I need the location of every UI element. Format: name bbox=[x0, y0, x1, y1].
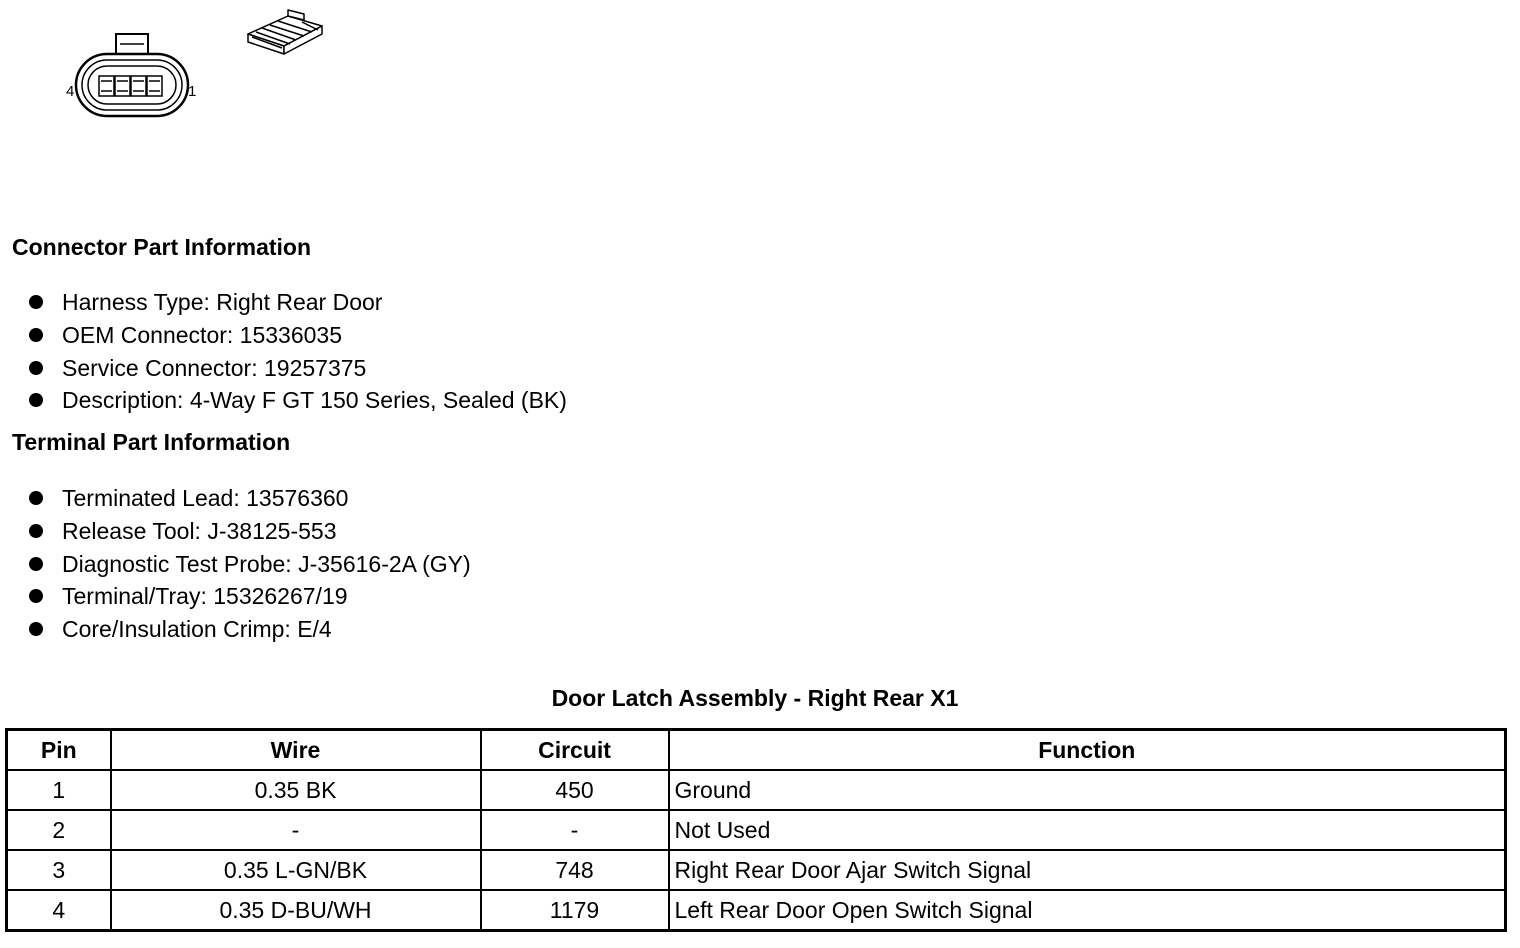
list-item: Terminated Lead: 13576360 bbox=[0, 482, 471, 515]
list-item: Service Connector: 19257375 bbox=[0, 352, 567, 385]
circuit-cell: 748 bbox=[481, 850, 669, 890]
wire-cell: 0.35 L-GN/BK bbox=[111, 850, 481, 890]
table-header-row bbox=[7, 730, 1506, 771]
column-header-pin: Pin bbox=[7, 730, 111, 771]
list-item: Release Tool: J-38125-553 bbox=[0, 515, 471, 548]
bullet-icon bbox=[29, 622, 43, 636]
column-header-circuit: Circuit bbox=[481, 730, 669, 771]
table-row bbox=[7, 810, 1506, 850]
pin-table bbox=[5, 728, 1507, 932]
wire-cell: 0.35 D-BU/WH bbox=[111, 890, 481, 931]
list-item: Harness Type: Right Rear Door bbox=[0, 286, 567, 319]
terminal-cavities bbox=[99, 76, 162, 96]
table-row bbox=[7, 770, 1506, 810]
table-row bbox=[7, 850, 1506, 890]
bullet-icon bbox=[29, 557, 43, 571]
pin-cell: 2 bbox=[7, 810, 111, 850]
list-item: Diagnostic Test Probe: J-35616-2A (GY) bbox=[0, 548, 471, 581]
pin-cell: 4 bbox=[7, 890, 111, 931]
bullet-icon bbox=[29, 328, 43, 342]
column-header-wire: Wire bbox=[111, 730, 481, 771]
function-cell: Ground bbox=[669, 770, 1506, 810]
terminal-part-info-list bbox=[0, 482, 471, 646]
wire-cell: 0.35 BK bbox=[111, 770, 481, 810]
list-item: Core/Insulation Crimp: E/4 bbox=[0, 613, 471, 646]
list-item: Terminal/Tray: 15326267/19 bbox=[0, 580, 471, 613]
list-item: OEM Connector: 15336035 bbox=[0, 319, 567, 352]
circuit-cell: - bbox=[481, 810, 669, 850]
pin-table-title: Door Latch Assembly - Right Rear X1 bbox=[551, 685, 959, 711]
connector-part-info-list bbox=[0, 286, 567, 417]
circuit-cell: 1179 bbox=[481, 890, 669, 931]
connector-isometric-drawing bbox=[244, 8, 328, 58]
function-cell: Not Used bbox=[669, 810, 1506, 850]
wire-cell: - bbox=[111, 810, 481, 850]
pin-1-label: 1 bbox=[188, 83, 197, 100]
pin-cell: 1 bbox=[7, 770, 111, 810]
bullet-icon bbox=[29, 393, 43, 407]
terminal-part-info-heading: Terminal Part Information bbox=[12, 429, 291, 455]
circuit-cell: 450 bbox=[481, 770, 669, 810]
bullet-icon bbox=[29, 295, 43, 309]
bullet-icon bbox=[29, 491, 43, 505]
function-cell: Left Rear Door Open Switch Signal bbox=[669, 890, 1506, 931]
bullet-icon bbox=[29, 361, 43, 375]
pin-cell: 3 bbox=[7, 850, 111, 890]
bullet-icon bbox=[29, 589, 43, 603]
function-cell: Right Rear Door Ajar Switch Signal bbox=[669, 850, 1506, 890]
column-header-function: Function bbox=[669, 730, 1506, 771]
pin-4-label: 4 bbox=[66, 83, 75, 100]
connector-part-info-heading: Connector Part Information bbox=[12, 234, 312, 260]
table-row bbox=[7, 890, 1506, 931]
connector-face-drawing bbox=[62, 30, 212, 122]
list-item: Description: 4-Way F GT 150 Series, Sealed (BK) bbox=[0, 384, 567, 417]
bullet-icon bbox=[29, 524, 43, 538]
connector-latch-tab bbox=[116, 34, 148, 56]
